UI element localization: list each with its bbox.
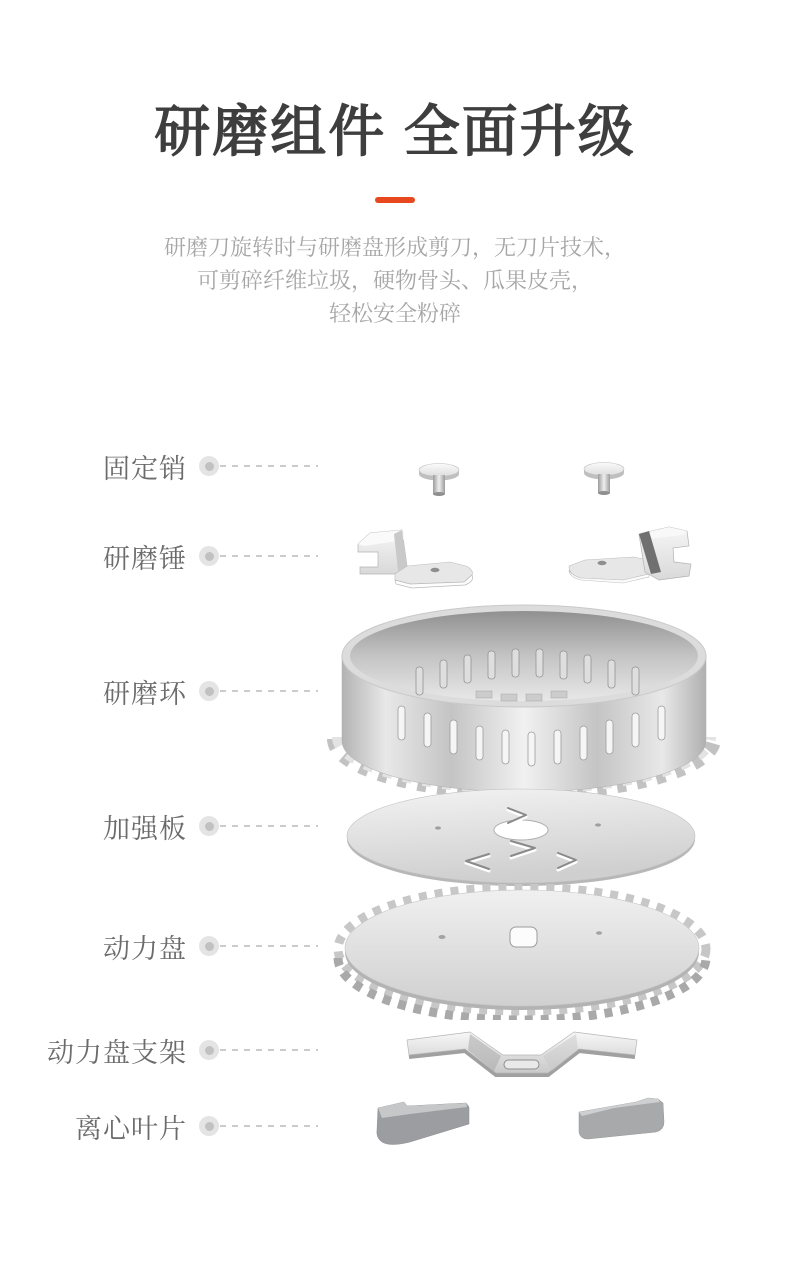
part-label: 动力盘: [103, 933, 187, 964]
label-row-power-disc: [0, 931, 318, 964]
leader-dashed-line: [220, 945, 318, 947]
bullet-dot-icon: [199, 936, 219, 956]
reinforcement-plate-illustration: [340, 785, 704, 893]
bullet-dot-icon: [199, 456, 219, 476]
leader-dashed-line: [220, 825, 318, 827]
bullet-dot-icon: [199, 816, 219, 836]
leader-dashed-line: [220, 1049, 318, 1051]
leader-dashed-line: [220, 1125, 318, 1127]
bullet-dot-icon: [199, 1116, 219, 1136]
power-disc-bracket-illustration: [402, 1028, 642, 1092]
page-title: 研磨组件 全面升级: [154, 100, 636, 163]
description-line-3: 轻松安全粉碎: [328, 301, 461, 326]
label-row-power-disc-bracket: [0, 1035, 318, 1068]
centrifugal-blade-illustration: [374, 1094, 670, 1152]
bullet-dot-icon: [199, 681, 219, 701]
grinding-hammer-left-illustration: [350, 524, 480, 594]
part-label: 研磨环: [103, 678, 187, 709]
bullet-dot-icon: [199, 546, 219, 566]
leader-dashed-line: [220, 690, 318, 692]
label-row-grinding-hammer: [0, 541, 318, 574]
bullet-dot-icon: [199, 1040, 219, 1060]
grinding-ring-illustration: [326, 601, 722, 801]
part-label: 动力盘支架: [47, 1037, 187, 1068]
fixing-pin-right-illustration: [582, 460, 626, 500]
description-line-1: 研磨刀旋转时与研磨盘形成剪刀，无刀片技术，: [163, 235, 626, 260]
part-label: 固定销: [103, 453, 187, 484]
part-label: 离心叶片: [75, 1113, 187, 1144]
label-row-reinforcement-plate: [0, 811, 318, 844]
part-label: 加强板: [103, 813, 187, 844]
part-label: 研磨锤: [103, 543, 187, 574]
fixing-pin-left-illustration: [417, 461, 461, 501]
power-disc-illustration: [330, 884, 714, 1020]
page-description: [0, 231, 790, 330]
description-line-2: 可剪碎纤维垃圾，硬物骨头、瓜果皮壳，: [196, 268, 593, 293]
grinding-hammer-right-illustration: [563, 522, 697, 592]
leader-dashed-line: [220, 555, 318, 557]
title-accent-dash: [375, 197, 415, 203]
label-row-grinding-ring: [0, 676, 318, 709]
leader-dashed-line: [220, 465, 318, 467]
label-row-centrifugal-blade: [0, 1111, 318, 1144]
label-row-fixing-pin: [0, 451, 318, 484]
